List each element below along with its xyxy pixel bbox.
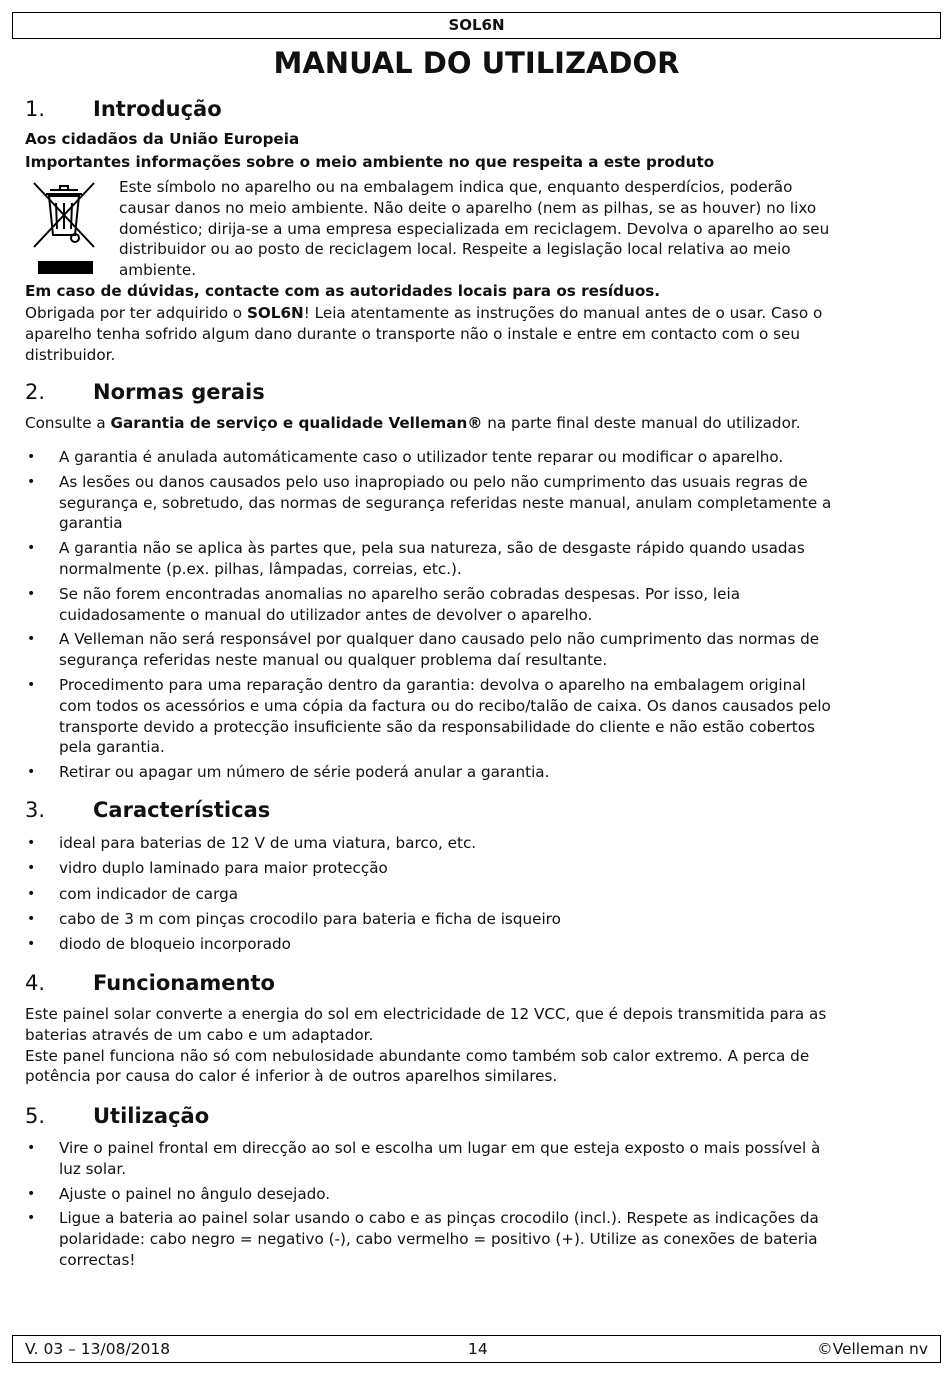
list-line: com todos os acessórios e uma cópia da factura ou do recibo/talão de caixa. Os danos causados pelo bbox=[59, 696, 831, 715]
features-list bbox=[25, 833, 925, 955]
list-item bbox=[25, 538, 925, 580]
list-line: garantia bbox=[59, 514, 123, 533]
header-model-box bbox=[12, 12, 941, 39]
thanks-paragraph bbox=[25, 303, 925, 365]
section-4-heading bbox=[25, 970, 275, 996]
list-line: segurança e, sobretudo, das normas de segurança referidas neste manual, anulam completamente a bbox=[59, 493, 832, 512]
section-2-heading bbox=[25, 379, 265, 405]
list-item bbox=[25, 1208, 925, 1270]
thanks-model: SOL6N bbox=[246, 304, 304, 322]
list-line: • Se não forem encontradas anomalias no aparelho serão cobradas despesas. Por isso, leia bbox=[59, 584, 741, 603]
section-number: 4. bbox=[25, 971, 46, 995]
doubts-notice: Em caso de dúvidas, contacte com as autoridades locais para os resíduos. bbox=[25, 282, 661, 300]
list-line: • Ajuste o painel no ângulo desejado. bbox=[59, 1184, 331, 1203]
list-line: cuidadosamente o manual do utilizador antes de devolver o aparelho. bbox=[59, 605, 593, 624]
section-number: 3. bbox=[25, 798, 46, 822]
weee-bin-icon bbox=[30, 177, 98, 277]
list-line: segurança referidas neste manual ou qualquer problema daí resultante. bbox=[59, 651, 608, 670]
list-line: • A garantia é anulada automáticamente caso o utilizador tente reparar ou modificar o aparelho. bbox=[59, 448, 784, 466]
list-item: • com indicador de carga bbox=[25, 884, 925, 905]
list-line: • Ligue a bateria ao painel solar usando o cabo e as pinças crocodilo (incl.). Respete as indicações da bbox=[59, 1209, 819, 1228]
operation-text bbox=[25, 1004, 925, 1087]
section-title: Utilização bbox=[93, 1104, 210, 1128]
weee-line: ambiente. bbox=[119, 261, 197, 280]
section-title: Introdução bbox=[93, 97, 222, 121]
list-item: • diodo de bloqueio incorporado bbox=[25, 934, 925, 955]
consult-pre: Consulte a bbox=[25, 414, 111, 432]
footer bbox=[12, 1335, 941, 1363]
usage-list bbox=[25, 1138, 925, 1271]
list-item: • vidro duplo laminado para maior protecção bbox=[25, 858, 925, 879]
list-line: polaridade: cabo negro = negativo (-), cabo vermelho = positivo (+). Utilize as conexões de bateria bbox=[59, 1230, 818, 1249]
section-number: 5. bbox=[25, 1104, 46, 1128]
list-line: • As lesões ou danos causados pelo uso inapropiado ou pelo não cumprimento das usuais regras de bbox=[59, 472, 808, 491]
thanks-post: ! Leia atentamente as instruções do manual antes de o usar. Caso o bbox=[303, 304, 823, 322]
thanks-line: distribuidor. bbox=[25, 345, 116, 364]
consult-bold: Garantia de serviço e qualidade Velleman® bbox=[110, 414, 483, 432]
list-item bbox=[25, 584, 925, 626]
thanks-pre: Obrigada por ter adquirido o bbox=[25, 304, 247, 322]
list-line: • A garantia não se aplica às partes que, pela sua natureza, são de desgaste rápido quando usadas bbox=[59, 539, 805, 558]
weee-line: doméstico; dirija-se a uma empresa especializada em reciclagem. Devolva o aparelho ao seu bbox=[119, 219, 830, 238]
section-5-heading bbox=[25, 1103, 209, 1129]
operation-line: baterias através de um cabo e um adaptador. bbox=[25, 1025, 374, 1044]
section-1-heading bbox=[25, 96, 222, 122]
document-title: MANUAL DO UTILIZADOR bbox=[273, 46, 680, 80]
list-line: luz solar. bbox=[59, 1159, 127, 1178]
section-title: Características bbox=[93, 798, 271, 822]
list-item: • cabo de 3 m com pinças crocodilo para bateria e ficha de isqueiro bbox=[25, 909, 925, 930]
list-line: transporte devido a protecção insuficiente são da responsabilidade do cliente e não estão cobertos bbox=[59, 717, 815, 736]
consult-post: na parte final deste manual do utilizador. bbox=[482, 414, 801, 432]
list-item bbox=[25, 675, 925, 758]
list-line: • Retirar ou apagar um número de série poderá anular a garantia. bbox=[59, 763, 550, 782]
section-title: Funcionamento bbox=[93, 971, 275, 995]
section-number: 1. bbox=[25, 97, 46, 121]
list-item: • ideal para baterias de 12 V de uma viatura, barco, etc. bbox=[25, 833, 925, 854]
weee-line: distribuidor ou ao posto de reciclagem local. Respeite a legislação local relativa ao meio bbox=[119, 240, 791, 259]
list-line: pela garantia. bbox=[59, 738, 165, 757]
operation-line: Este painel solar converte a energia do sol em electricidade de 12 VCC, que é depois transmitida para as bbox=[25, 1005, 827, 1023]
list-line: normalmente (p.ex. pilhas, lâmpadas, correias, etc.). bbox=[59, 559, 462, 578]
section-title: Normas gerais bbox=[93, 380, 265, 404]
list-item bbox=[25, 629, 925, 671]
list-item bbox=[25, 1184, 925, 1205]
warranty-consult bbox=[25, 413, 925, 434]
weee-text bbox=[119, 177, 919, 281]
general-bullets bbox=[25, 447, 925, 783]
environment-heading: Importantes informações sobre o meio ambiente no que respeita a este produto bbox=[25, 153, 715, 171]
header-model: SOL6N bbox=[448, 16, 505, 34]
weee-line: Este símbolo no aparelho ou na embalagem indica que, enquanto desperdícios, poderão bbox=[119, 178, 793, 196]
thanks-line: aparelho tenha sofrido algum dano durante o transporte não o instale e entre em contacto com o seu bbox=[25, 324, 801, 343]
section-3-heading bbox=[25, 797, 270, 823]
footer-page-number: 14 bbox=[468, 1340, 488, 1358]
operation-line: Este panel funciona não só com nebulosidade abundante como também sob calor extremo. A perca de bbox=[25, 1046, 810, 1065]
list-line: • A Velleman não será responsável por qualquer dano causado pelo não cumprimento das normas de bbox=[59, 630, 820, 649]
list-line: • Vire o painel frontal em direcção ao sol e escolha um lugar em que esteja exposto o mais possível à bbox=[59, 1139, 821, 1157]
footer-copyright: ©Velleman nv bbox=[817, 1340, 928, 1358]
list-line: • Procedimento para uma reparação dentro da garantia: devolva o aparelho na embalagem original bbox=[59, 675, 806, 694]
operation-line: potência por causa do calor é inferior à de outros aparelhos similares. bbox=[25, 1067, 558, 1086]
list-item bbox=[25, 1138, 925, 1180]
thanks-line bbox=[25, 303, 925, 324]
footer-version: V. 03 – 13/08/2018 bbox=[25, 1340, 171, 1358]
section-number: 2. bbox=[25, 380, 46, 404]
list-item bbox=[25, 472, 925, 534]
weee-line: causar danos no meio ambiente. Não deite o aparelho (nem as pilhas, se as houver) no lixo bbox=[119, 198, 817, 217]
list-item bbox=[25, 447, 925, 468]
eu-heading: Aos cidadãos da União Europeia bbox=[25, 130, 300, 148]
list-item bbox=[25, 762, 925, 783]
list-line: correctas! bbox=[59, 1250, 136, 1269]
